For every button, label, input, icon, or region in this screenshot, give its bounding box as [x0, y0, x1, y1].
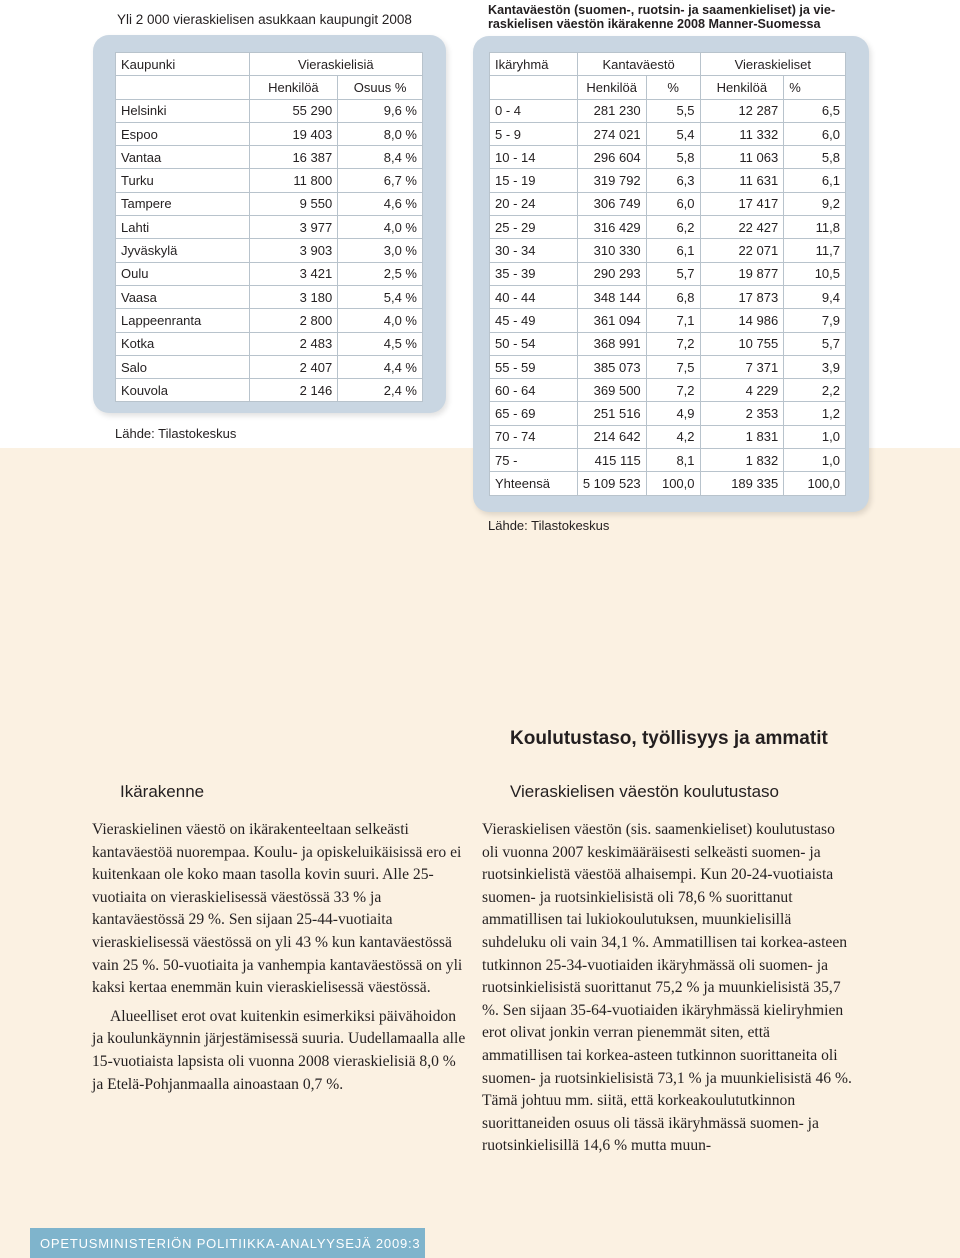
value-cell: 361 094 — [577, 309, 646, 332]
value-cell: 3,9 — [784, 355, 846, 378]
value-cell: 310 330 — [577, 239, 646, 262]
value-cell: 2 407 — [249, 355, 338, 378]
value-cell: 100,0 — [784, 472, 846, 495]
table-header-row — [490, 53, 846, 76]
value-cell: 4 229 — [700, 379, 784, 402]
value-cell: 11 631 — [700, 169, 784, 192]
value-cell: 2 146 — [249, 379, 338, 402]
table-row — [490, 99, 846, 122]
value-cell: 7 371 — [700, 355, 784, 378]
table-row — [490, 146, 846, 169]
value-cell: 319 792 — [577, 169, 646, 192]
table-row — [490, 332, 846, 355]
age-group-cell: 35 - 39 — [490, 262, 578, 285]
city-cell: Lahti — [116, 216, 250, 239]
value-cell: 7,5 — [646, 355, 700, 378]
value-cell: 11 800 — [249, 169, 338, 192]
table-header-row — [116, 53, 423, 76]
table-row — [490, 379, 846, 402]
value-cell: 55 290 — [249, 99, 338, 122]
value-cell: 2 800 — [249, 309, 338, 332]
city-cell: Jyväskylä — [116, 239, 250, 262]
value-cell: 5,4 — [646, 122, 700, 145]
city-cell: Vantaa — [116, 146, 250, 169]
table-row — [490, 472, 846, 495]
value-cell: 9,4 — [784, 285, 846, 308]
city-cell: Salo — [116, 355, 250, 378]
value-cell: 3,0 % — [338, 239, 423, 262]
value-cell: 6,0 — [646, 192, 700, 215]
table2-source: Lähde: Tilastokeskus — [488, 518, 610, 533]
value-cell: 4,4 % — [338, 355, 423, 378]
header-cell: Vieraskieliset — [700, 53, 845, 76]
value-cell: 4,0 % — [338, 309, 423, 332]
value-cell: 290 293 — [577, 262, 646, 285]
table-header-row — [490, 76, 846, 99]
value-cell: 369 500 — [577, 379, 646, 402]
table-row — [116, 355, 423, 378]
value-cell: 7,2 — [646, 332, 700, 355]
city-cell: Turku — [116, 169, 250, 192]
table-row — [116, 122, 423, 145]
value-cell: 5,8 — [784, 146, 846, 169]
value-cell: 22 427 — [700, 216, 784, 239]
value-cell: 2 353 — [700, 402, 784, 425]
value-cell: 274 021 — [577, 122, 646, 145]
paragraph: Alueelliset erot ovat kuitenkin esimerkiksi päivähoidon ja koulunkäynnin järjestämisessä suuria. Uudellamaalla alle 15-vuotiaista lapsista oli vuonna 2008 vieraskielisiä 8,0 % ja Etelä-Pohjanmaalla ainoastaan 0,7 %. — [92, 1007, 466, 1093]
value-cell: 12 287 — [700, 99, 784, 122]
value-cell: 6,7 % — [338, 169, 423, 192]
left-column-body — [92, 819, 467, 1096]
table-row — [116, 169, 423, 192]
age-group-cell: 25 - 29 — [490, 216, 578, 239]
section-heading: Koulutustaso, työllisyys ja ammatit — [510, 728, 828, 749]
table-row — [116, 216, 423, 239]
value-cell: 5,5 — [646, 99, 700, 122]
value-cell: 19 877 — [700, 262, 784, 285]
value-cell: 6,5 — [784, 99, 846, 122]
value-cell: 8,0 % — [338, 122, 423, 145]
value-cell: 214 642 — [577, 425, 646, 448]
value-cell: 4,5 % — [338, 332, 423, 355]
value-cell: 2,2 — [784, 379, 846, 402]
table-row — [116, 99, 423, 122]
table-row — [490, 239, 846, 262]
value-cell: 6,2 — [646, 216, 700, 239]
value-cell: 3 977 — [249, 216, 338, 239]
age-group-cell: 20 - 24 — [490, 192, 578, 215]
value-cell: 6,1 — [646, 239, 700, 262]
value-cell: 6,3 — [646, 169, 700, 192]
value-cell: 6,1 — [784, 169, 846, 192]
value-cell: 7,2 — [646, 379, 700, 402]
age-group-cell: 40 - 44 — [490, 285, 578, 308]
age-group-cell: 10 - 14 — [490, 146, 578, 169]
header-cell: % — [646, 76, 700, 99]
value-cell: 11 332 — [700, 122, 784, 145]
value-cell: 11 063 — [700, 146, 784, 169]
header-cell: Osuus % — [338, 76, 423, 99]
table-row — [490, 425, 846, 448]
value-cell: 11,8 — [784, 216, 846, 239]
value-cell: 100,0 — [646, 472, 700, 495]
table-row — [116, 239, 423, 262]
table-row — [490, 449, 846, 472]
value-cell: 1 831 — [700, 425, 784, 448]
value-cell: 1,0 — [784, 425, 846, 448]
footer-publication-title: OPETUSMINISTERIÖN POLITIIKKA-ANALYYSEJÄ 2009:3 — [40, 1236, 421, 1251]
value-cell: 3 421 — [249, 262, 338, 285]
age-group-cell: 65 - 69 — [490, 402, 578, 425]
table2-title — [488, 3, 835, 31]
city-table — [115, 52, 423, 402]
table-row — [116, 146, 423, 169]
table-row — [490, 402, 846, 425]
value-cell: 2,4 % — [338, 379, 423, 402]
value-cell: 348 144 — [577, 285, 646, 308]
table1-title: Yli 2 000 vieraskielisen asukkaan kaupungit 2008 — [117, 12, 412, 27]
value-cell: 8,4 % — [338, 146, 423, 169]
value-cell: 11,7 — [784, 239, 846, 262]
age-group-cell: 55 - 59 — [490, 355, 578, 378]
value-cell: 17 417 — [700, 192, 784, 215]
age-group-cell: 5 - 9 — [490, 122, 578, 145]
age-group-cell: 15 - 19 — [490, 169, 578, 192]
age-structure-table — [489, 52, 846, 496]
value-cell: 5,7 — [646, 262, 700, 285]
header-cell: Henkilöä — [249, 76, 338, 99]
city-cell: Vaasa — [116, 285, 250, 308]
value-cell: 10,5 — [784, 262, 846, 285]
value-cell: 4,2 — [646, 425, 700, 448]
paragraph: Vieraskielisen väestön (sis. saamenkieliset) koulutustaso oli vuonna 2007 keskimääräisesti selkeästi suomen- ja ruotsinkielistä väestöä alhaisempi. Kun 20-24-vuotiaista suomen- ja ruotsinkielisistä oli 78,6 % suorittanut ammatillisen tai lukiokoulutuksen, muunkielisillä suhdeluku oli vain 34,1 %. Ammatillisen tai korkea-asteen tutkinnon 25-34-vuotiaiden ikäryhmässä oli suomen- ja ruotsinkielisistä suorittanut 75,2 % ja muunkielisistä 35,7 %. Sen sijaan 35-64-vuotiaiden ikäryhmässä kieliryhmien erot olivat jonkin verran pienemmät siten, että ammatillisen tai korkea-asteen tutkinnon suorittaneita oli suomen- ja ruotsinkielisistä 73,1 % ja muunkielisistä 46 %. Tämä johtuu mm. siitä, että korkeakoulututkinnon suorittaneiden osuus oli tässä ikäryhmässä suomen- ja ruotsinkielisillä 14,6 % mutta muun- — [482, 821, 852, 1155]
value-cell: 5,7 — [784, 332, 846, 355]
value-cell: 4,9 — [646, 402, 700, 425]
value-cell: 7,1 — [646, 309, 700, 332]
city-cell: Helsinki — [116, 99, 250, 122]
header-cell: Ikäryhmä — [490, 53, 578, 76]
city-cell: Espoo — [116, 122, 250, 145]
header-cell: Henkilöä — [577, 76, 646, 99]
table-row — [116, 332, 423, 355]
city-cell: Lappeenranta — [116, 309, 250, 332]
value-cell: 9,2 — [784, 192, 846, 215]
header-cell — [116, 76, 250, 99]
value-cell: 189 335 — [700, 472, 784, 495]
table-row — [490, 216, 846, 239]
value-cell: 10 755 — [700, 332, 784, 355]
value-cell: 7,9 — [784, 309, 846, 332]
value-cell: 251 516 — [577, 402, 646, 425]
value-cell: 16 387 — [249, 146, 338, 169]
value-cell: 17 873 — [700, 285, 784, 308]
age-group-cell: 50 - 54 — [490, 332, 578, 355]
table-row — [490, 309, 846, 332]
value-cell: 22 071 — [700, 239, 784, 262]
header-cell: % — [784, 76, 846, 99]
age-group-cell: 0 - 4 — [490, 99, 578, 122]
value-cell: 4,6 % — [338, 192, 423, 215]
value-cell: 368 991 — [577, 332, 646, 355]
city-cell: Kouvola — [116, 379, 250, 402]
age-group-cell: 60 - 64 — [490, 379, 578, 402]
value-cell: 415 115 — [577, 449, 646, 472]
age-group-cell: 45 - 49 — [490, 309, 578, 332]
left-column-heading: Ikärakenne — [120, 782, 205, 801]
value-cell: 8,1 — [646, 449, 700, 472]
table-row — [490, 192, 846, 215]
value-cell: 14 986 — [700, 309, 784, 332]
value-cell: 296 604 — [577, 146, 646, 169]
value-cell: 316 429 — [577, 216, 646, 239]
value-cell: 1,0 — [784, 449, 846, 472]
age-group-cell: 70 - 74 — [490, 425, 578, 448]
header-cell — [490, 76, 578, 99]
city-cell: Kotka — [116, 332, 250, 355]
table-row — [490, 355, 846, 378]
value-cell: 5,4 % — [338, 285, 423, 308]
table2-title-line: raskielisen väestön ikärakenne 2008 Manner-Suomessa — [488, 17, 821, 31]
age-group-cell: 75 - — [490, 449, 578, 472]
header-cell: Kantaväestö — [577, 53, 700, 76]
value-cell: 5,8 — [646, 146, 700, 169]
table-row — [490, 285, 846, 308]
table-row — [116, 379, 423, 402]
value-cell: 3 903 — [249, 239, 338, 262]
table2-title-line: Kantaväestön (suomen-, ruotsin- ja saamenkieliset) ja vie- — [488, 3, 836, 17]
value-cell: 385 073 — [577, 355, 646, 378]
value-cell: 9,6 % — [338, 99, 423, 122]
table-row — [116, 262, 423, 285]
value-cell: 9 550 — [249, 192, 338, 215]
city-cell: Oulu — [116, 262, 250, 285]
city-cell: Tampere — [116, 192, 250, 215]
value-cell: 3 180 — [249, 285, 338, 308]
value-cell: 5 109 523 — [577, 472, 646, 495]
value-cell: 2 483 — [249, 332, 338, 355]
header-cell: Kaupunki — [116, 53, 250, 76]
header-cell: Henkilöä — [700, 76, 784, 99]
value-cell: 2,5 % — [338, 262, 423, 285]
value-cell: 4,0 % — [338, 216, 423, 239]
value-cell: 1,2 — [784, 402, 846, 425]
value-cell: 306 749 — [577, 192, 646, 215]
value-cell: 1 832 — [700, 449, 784, 472]
table-row — [490, 262, 846, 285]
age-group-cell: Yhteensä — [490, 472, 578, 495]
right-column-heading: Vieraskielisen väestön koulutustaso — [510, 782, 780, 801]
value-cell: 6,0 — [784, 122, 846, 145]
right-column-body — [482, 819, 854, 1158]
value-cell: 281 230 — [577, 99, 646, 122]
table1-source: Lähde: Tilastokeskus — [115, 426, 237, 441]
value-cell: 19 403 — [249, 122, 338, 145]
age-group-cell: 30 - 34 — [490, 239, 578, 262]
table-header-row — [116, 76, 423, 99]
table-row — [116, 192, 423, 215]
paragraph: Vieraskielinen väestö on ikärakenteeltaan selkeästi kantaväestöä nuorempaa. Koulu- ja opiskeluikäisissä ero ei kuitenkaan ole koko maan tasolla kovin suuri. Alle 25-vuotiaita on vieraskielisessä väestössä 33 % ja kantaväestössä 29 %. Sen sijaan 25-44-vuotiaita vieraskielisessä väestössä on yli 43 % kun kantaväestössä vain 25 %. 50-vuotiaita ja vanhempia kantaväestössä on yli kaksi kertaa enemmän kuin vieraskielisessä väestössä. — [92, 821, 463, 997]
value-cell: 6,8 — [646, 285, 700, 308]
table-row — [490, 122, 846, 145]
table-row — [116, 285, 423, 308]
header-cell: Vieraskielisiä — [249, 53, 422, 76]
table-row — [490, 169, 846, 192]
table-row — [116, 309, 423, 332]
